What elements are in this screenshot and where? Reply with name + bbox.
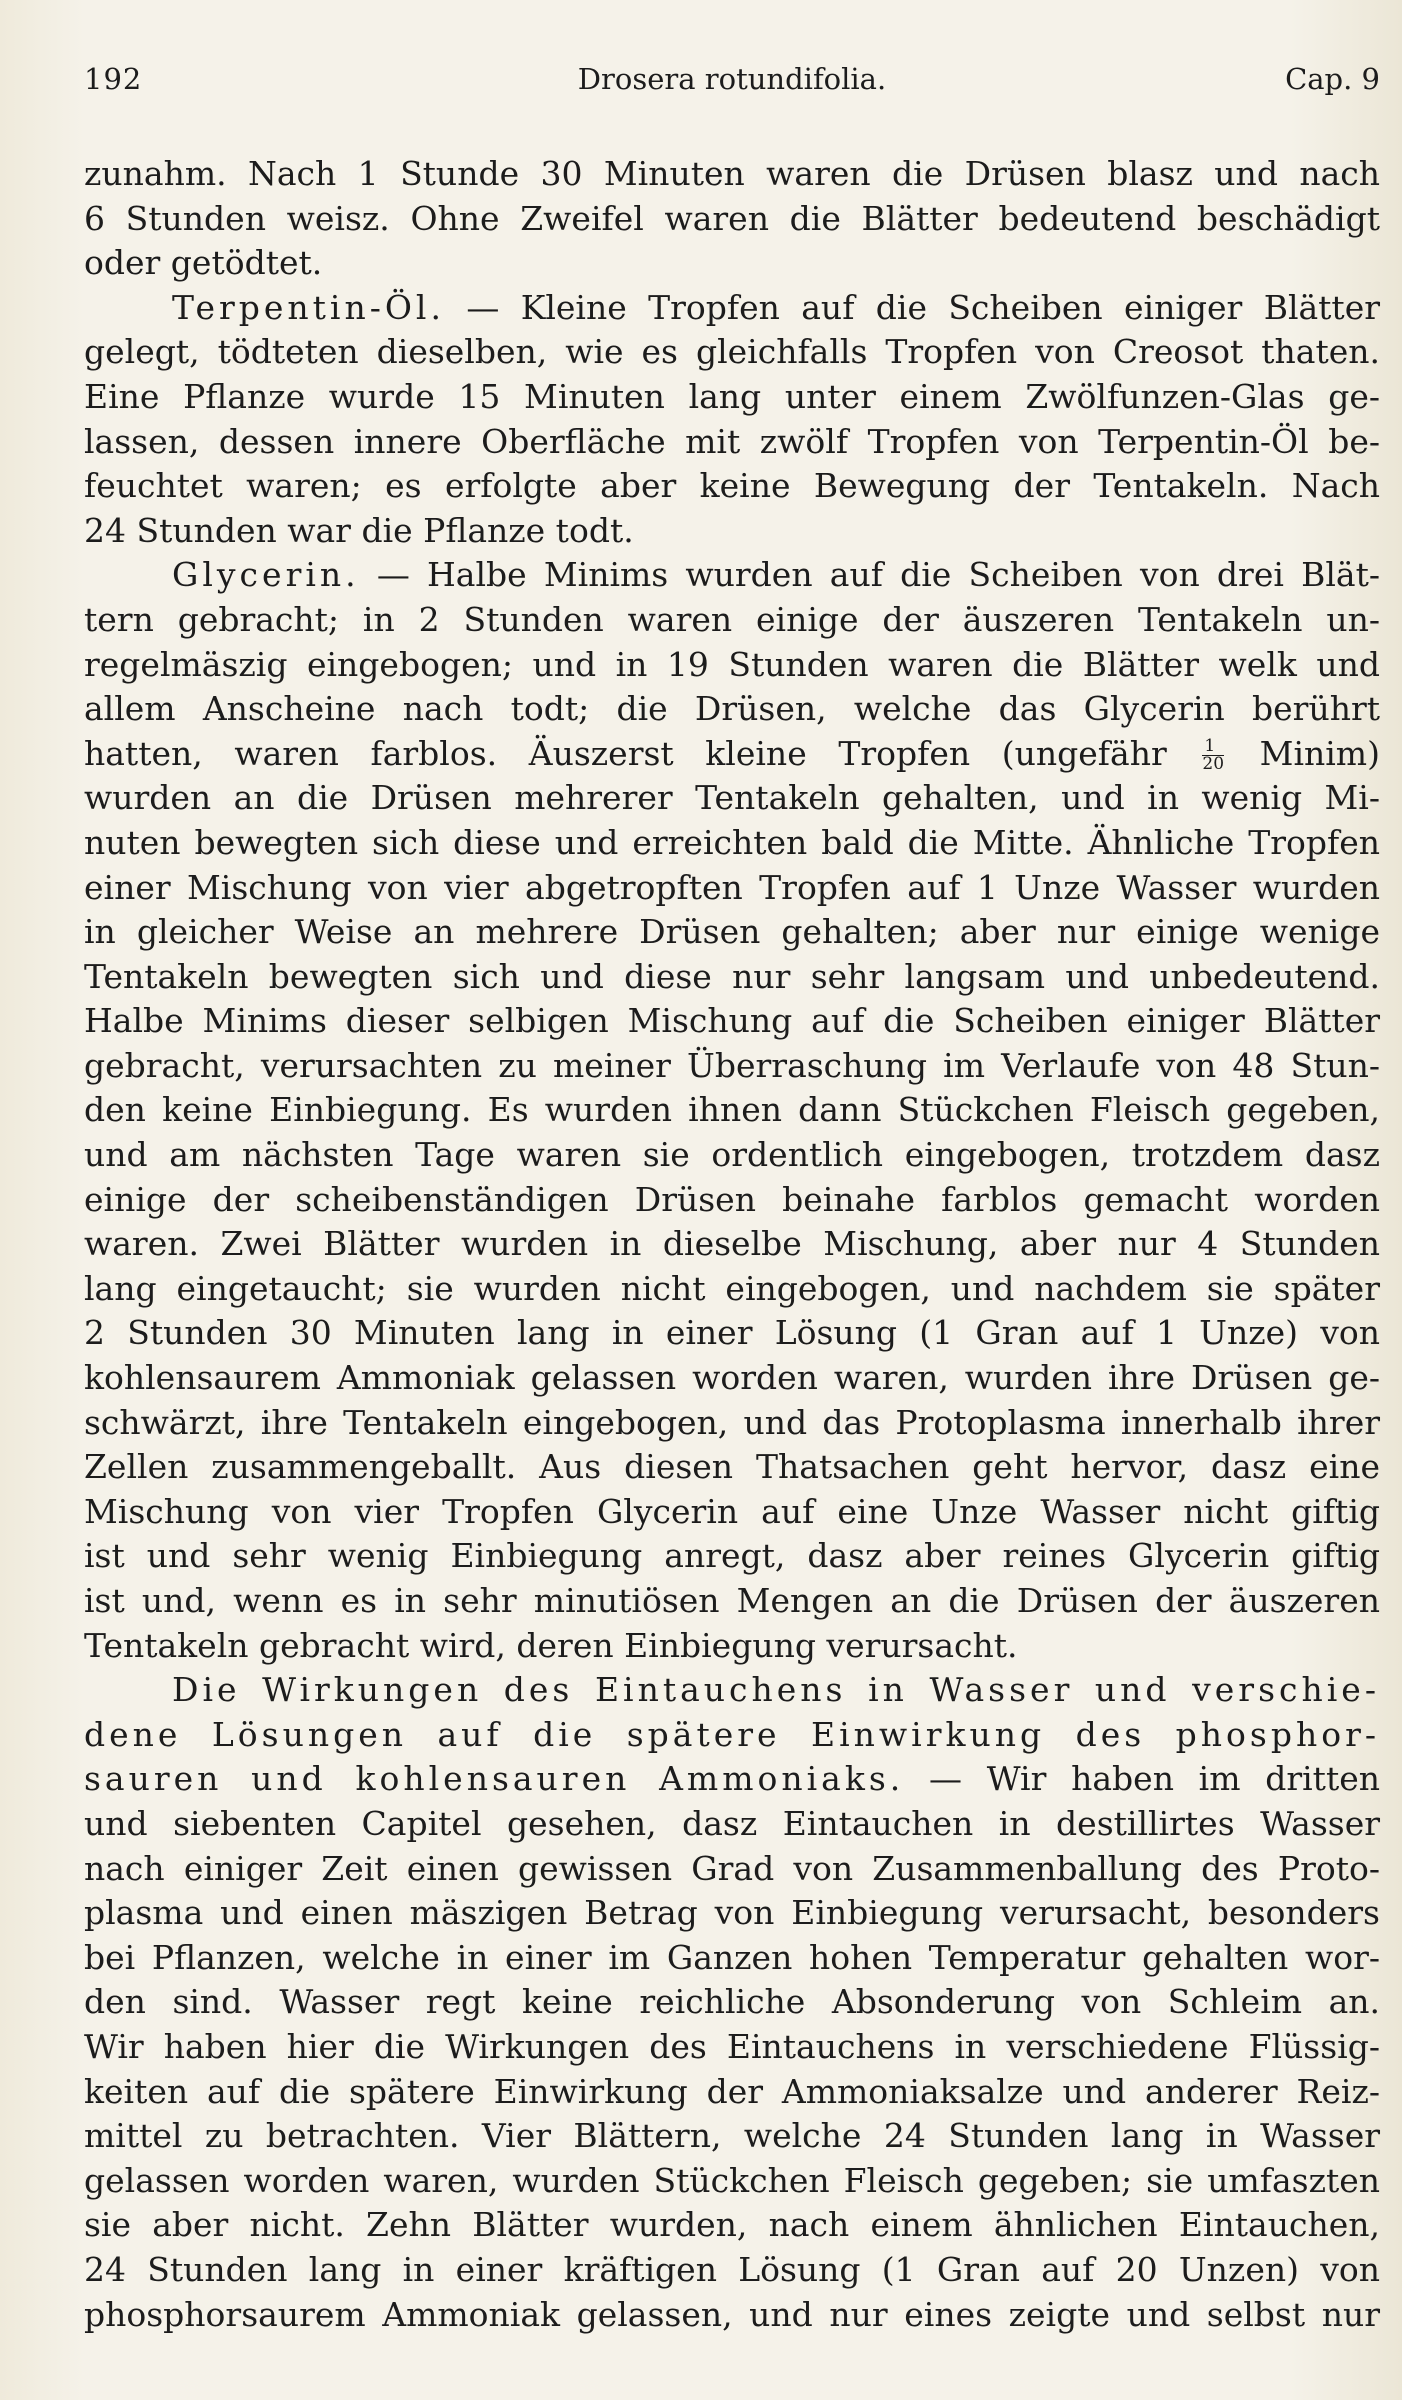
running-title: Drosera rotundifolia.: [577, 62, 887, 96]
body-text: [84, 152, 1380, 2337]
text-line: [84, 732, 1380, 777]
text-line: einer Mischung von vier abgetropften Tropfen auf 1 Unze Wasser wurden: [84, 867, 1380, 907]
text-line: allem Anscheine nach todt; die Drüsen, welche das Glycerin berührt: [84, 689, 1380, 729]
text-line: Mischung von vier Tropfen Glycerin auf eine Unze Wasser nicht giftig: [84, 1491, 1380, 1531]
text-line: zunahm. Nach 1 Stunde 30 Minuten waren die Drüsen blasz und nach: [84, 154, 1380, 193]
text-line: keiten auf die spätere Einwirkung der Ammoniaksalze und anderer Reiz-: [84, 2071, 1380, 2111]
text-line: in gleicher Weise an mehrere Drüsen gehalten; aber nur einige wenige: [84, 912, 1380, 952]
text-line: nuten bewegten sich diese und erreichten bald die Mitte. Ähnliche Tropfen: [84, 822, 1380, 862]
text-line: bei Pflanzen, welche in einer im Ganzen hohen Temperatur gehalten wor-: [84, 1937, 1380, 1977]
text-line: waren. Zwei Blätter wurden in dieselbe Mischung, aber nur 4 Stunden: [84, 1224, 1380, 1264]
fraction-denominator: 20: [1202, 754, 1225, 775]
text-line: feuchtet waren; es erfolgte aber keine Bewegung der Tentakeln. Nach: [84, 466, 1380, 506]
text-line: nach einiger Zeit einen gewissen Grad von Zusammenballung des Proto-: [84, 1848, 1380, 1888]
text-line: und am nächsten Tage waren sie ordentlich eingebogen, trotzdem dasz: [84, 1135, 1380, 1175]
text-line: phosphorsaurem Ammoniak gelassen, und nur eines zeigte und selbst nur: [84, 2294, 1380, 2334]
text-line: kohlensaurem Ammoniak gelassen worden waren, wurden ihre Drüsen ge-: [84, 1358, 1380, 1398]
section-heading-line: Die Wirkungen des Eintauchens in Wasser und verschie-: [172, 1670, 1380, 1710]
text-line: tern gebracht; in 2 Stunden waren einige der äuszeren Tentakeln un-: [84, 599, 1380, 639]
page-number: 192: [84, 62, 143, 96]
text-line: ist und, wenn es in sehr minutiösen Mengen an die Drüsen der äuszeren: [84, 1581, 1380, 1620]
text-line: [84, 1757, 1380, 1802]
text-line: lang eingetaucht; sie wurden nicht eingebogen, und nachdem sie später: [84, 1268, 1380, 1308]
text-line: den keine Einbiegung. Es wurden ihnen dann Stückchen Fleisch gegeben,: [84, 1090, 1380, 1130]
section-heading-line: dene Lösungen auf die spätere Einwirkung des phosphor-: [84, 1714, 1380, 1754]
text-line: 6 Stunden weisz. Ohne Zweifel waren die Blätter bedeutend beschädigt: [84, 198, 1380, 238]
text-fragment: — Kleine Tropfen auf die Scheiben einiger Blätter: [444, 287, 1380, 327]
text-fragment: Minim): [1259, 733, 1380, 773]
text-fragment: hatten, waren farblos. Äuszerst kleine Tropfen (ungefähr: [84, 733, 1167, 773]
text-line: sie aber nicht. Zehn Blätter wurden, nach einem ähnlichen Eintauchen,: [84, 2205, 1380, 2245]
text-line: oder getödtet.: [84, 243, 323, 283]
text-line: wurden an die Drüsen mehrerer Tentakeln gehalten, und in wenig Mi-: [84, 778, 1380, 818]
text-line: lassen, dessen innere Oberfläche mit zwölf Tropfen von Terpentin-Öl be-: [84, 421, 1380, 461]
text-line: 24 Stunden war die Pflanze todt.: [84, 510, 634, 550]
text-line: Zellen zusammengeballt. Aus diesen Thatsachen geht hervor, dasz eine: [84, 1447, 1380, 1487]
text-line: ist und sehr wenig Einbiegung anregt, dasz aber reines Glycerin giftig: [84, 1536, 1380, 1576]
text-line: den sind. Wasser regt keine reichliche Absonderung von Schleim an.: [84, 1982, 1380, 2022]
fraction-numerator: 1: [1202, 738, 1224, 756]
text-line: plasma und einen mäszigen Betrag von Einbiegung verursacht, besonders: [84, 1893, 1380, 1933]
text-line: Halbe Minims dieser selbigen Mischung auf die Scheiben einiger Blätter: [84, 1001, 1380, 1041]
text-line: gebracht, verursachten zu meiner Überraschung im Verlaufe von 48 Stun-: [84, 1045, 1380, 1085]
running-header: [84, 62, 1380, 112]
text-line: [84, 553, 1380, 598]
text-line: Eine Pflanze wurde 15 Minuten lang unter einem Zwölfunzen-Glas ge-: [84, 376, 1380, 416]
text-line: regelmäszig eingebogen; und in 19 Stunden waren die Blätter welk und: [84, 644, 1380, 684]
text-line: mittel zu betrachten. Vier Blättern, welche 24 Stunden lang in Wasser: [84, 2116, 1380, 2156]
text-line: gelassen worden waren, wurden Stückchen Fleisch gegeben; sie umfaszten: [84, 2160, 1380, 2200]
fraction: [1202, 738, 1224, 773]
text-line: und siebenten Capitel gesehen, dasz Eintauchen in destillirtes Wasser: [84, 1803, 1380, 1843]
text-line: Tentakeln bewegten sich und diese nur sehr langsam und unbedeutend.: [84, 956, 1380, 996]
text-line: 2 Stunden 30 Minuten lang in einer Lösung (1 Gran auf 1 Unze) von: [84, 1313, 1380, 1353]
section-term: Glycerin.: [172, 555, 360, 595]
text-fragment: — Wir haben im dritten: [904, 1759, 1380, 1799]
text-line: schwärzt, ihre Tentakeln eingebogen, und das Protoplasma innerhalb ihrer: [84, 1402, 1380, 1442]
text-line: Tentakeln gebracht wird, deren Einbiegung verursacht.: [84, 1625, 1018, 1665]
text-line: [84, 286, 1380, 331]
text-line: Wir haben hier die Wirkungen des Eintauchens in verschiedene Flüssig-: [84, 2026, 1380, 2066]
text-line: einige der scheibenständigen Drüsen beinahe farblos gemacht worden: [84, 1179, 1380, 1219]
text-line: gelegt, tödteten dieselben, wie es gleichfalls Tropfen von Creosot thaten.: [84, 332, 1380, 372]
chapter-label: Cap. 9: [1285, 62, 1380, 96]
text-fragment: — Halbe Minims wurden auf die Scheiben von drei Blät-: [359, 555, 1380, 595]
text-line: 24 Stunden lang in einer kräftigen Lösung (1 Gran auf 20 Unzen) von: [84, 2249, 1380, 2289]
section-term: Terpentin-Öl.: [172, 287, 445, 327]
section-term: sauren und kohlensauren Ammoniaks.: [84, 1759, 905, 1799]
